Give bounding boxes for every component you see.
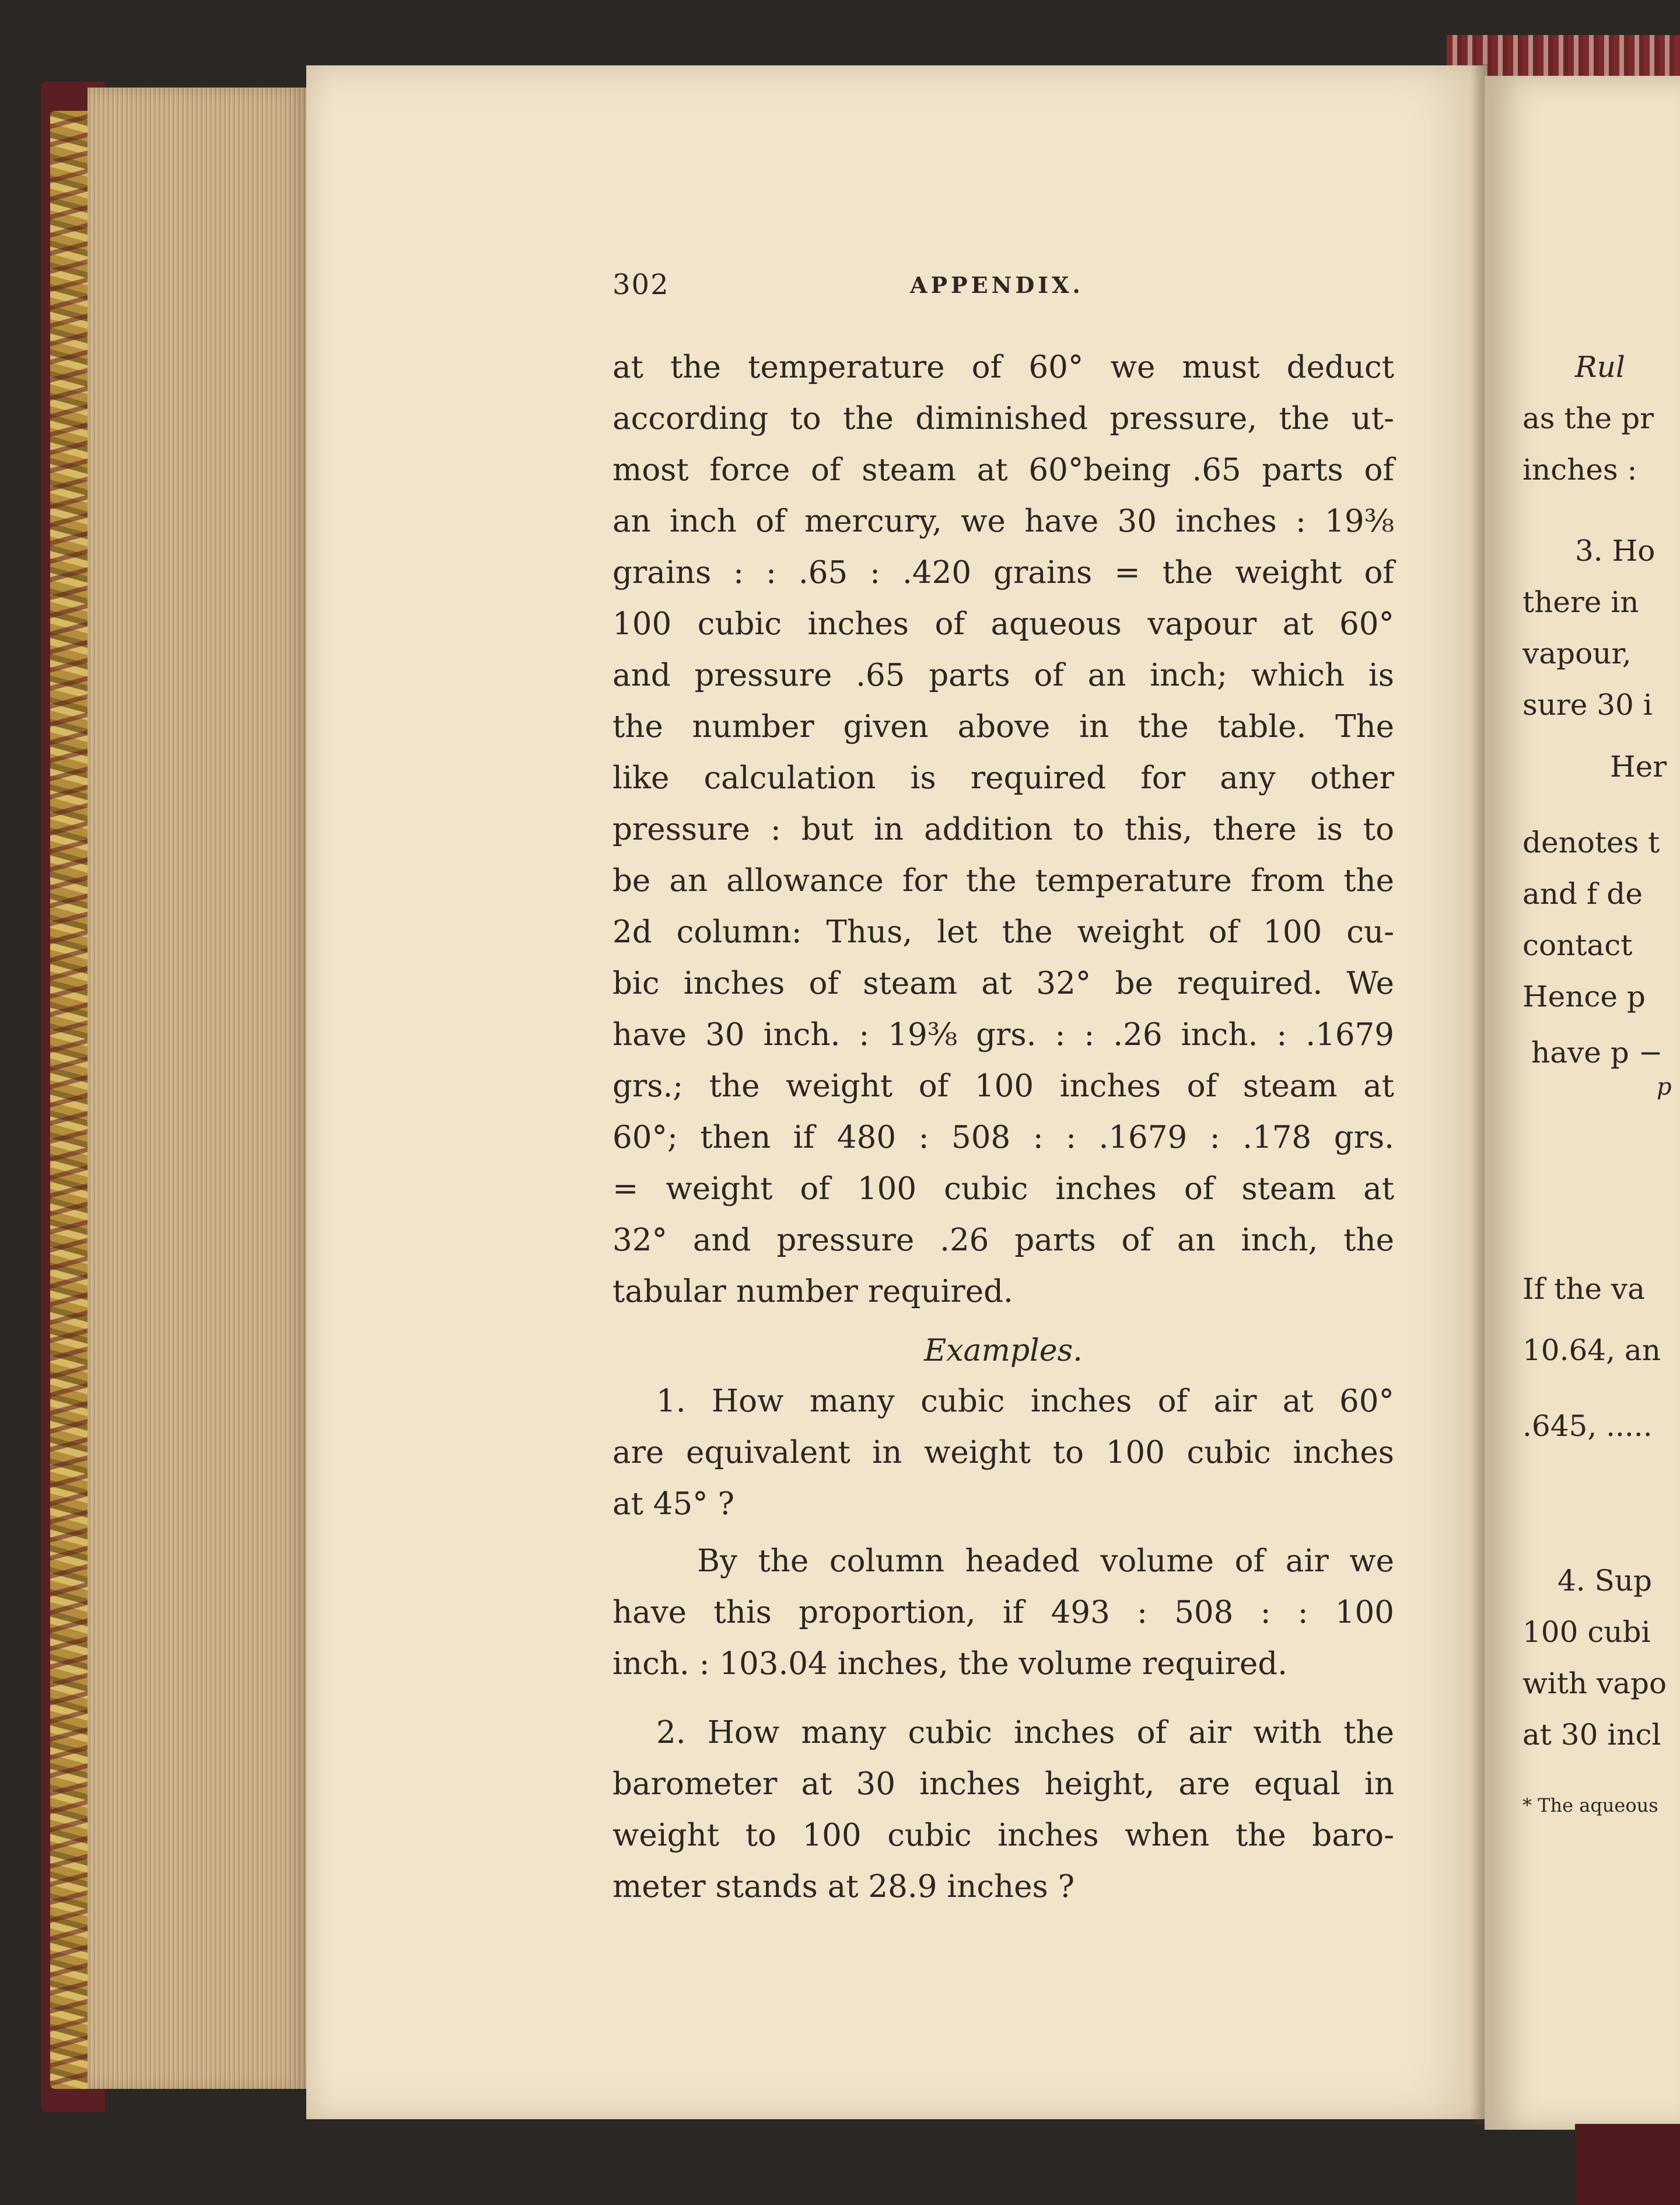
body-line: most force of steam at 60°being .65 parts of: [612, 452, 1394, 488]
body-line: an inch of mercury, we have 30 inches : 19⅜: [612, 504, 1394, 539]
example-line: 1. How many cubic inches of air at 60°: [656, 1383, 1394, 1419]
right-fragment: have p −: [1531, 1036, 1663, 1070]
right-fragment: p: [1657, 1074, 1672, 1100]
answer-line: have this proportion, if 493 : 508 : : 100: [612, 1595, 1394, 1630]
answer-line: By the column headed volume of air we: [697, 1543, 1394, 1579]
body-line: pressure : but in addition to this, there is to: [612, 812, 1394, 847]
page-number: 302: [612, 268, 670, 301]
right-fragment: sure 30 i: [1522, 688, 1653, 722]
right-fragment: 100 cubi: [1522, 1615, 1651, 1649]
right-fragment: as the pr: [1522, 401, 1654, 435]
right-fragment: If the va: [1522, 1272, 1645, 1306]
example-line: weight to 100 cubic inches when the baro-: [612, 1818, 1394, 1853]
right-fragment: .645, .....: [1522, 1409, 1653, 1443]
right-fragment: 4. Sup: [1558, 1564, 1653, 1598]
body-line: grs.; the weight of 100 inches of steam at: [612, 1068, 1394, 1104]
body-line: = weight of 100 cubic inches of steam at: [612, 1171, 1394, 1207]
right-fragment: Rul: [1575, 350, 1625, 384]
right-fragment: Her: [1610, 750, 1667, 784]
example-line: barometer at 30 inches height, are equal in: [612, 1766, 1394, 1802]
right-fragment: vapour,: [1522, 637, 1632, 670]
right-fragment: denotes t: [1522, 826, 1660, 859]
example-line: are equivalent in weight to 100 cubic inches: [612, 1435, 1394, 1470]
body-line: and pressure .65 parts of an inch; which is: [612, 658, 1394, 693]
example-line: 2. How many cubic inches of air with the: [656, 1715, 1394, 1750]
body-line: grains : : .65 : .420 grains = the weight of: [612, 555, 1394, 590]
right-page: [1485, 76, 1680, 2130]
running-head-title: APPENDIX.: [910, 272, 1084, 298]
body-line: have 30 inch. : 19⅜ grs. : : .26 inch. : .1679: [612, 1017, 1394, 1053]
answer-line: inch. : 103.04 inches, the volume required.: [612, 1646, 1287, 1682]
body-line: 2d column: Thus, let the weight of 100 cu-: [612, 914, 1394, 950]
body-line: tabular number required.: [612, 1274, 1013, 1309]
right-fragment: 10.64, an: [1522, 1333, 1661, 1367]
body-line: 60°; then if 480 : 508 : : .1679 : .178 grs.: [612, 1120, 1394, 1155]
right-fragment: Hence p: [1522, 980, 1646, 1014]
body-line: 32° and pressure .26 parts of an inch, the: [612, 1222, 1394, 1258]
body-line: at the temperature of 60° we must deduct: [612, 350, 1394, 385]
right-footnote: * The aqueous: [1522, 1794, 1658, 1816]
right-fragment: there in: [1522, 585, 1639, 619]
example-line: at 45° ?: [612, 1486, 734, 1522]
body-line: bic inches of steam at 32° be required. We: [612, 966, 1394, 1001]
right-fragment: contact: [1522, 928, 1633, 962]
right-fragment: and f de: [1522, 877, 1643, 911]
body-line: be an allowance for the temperature from the: [612, 863, 1394, 899]
cover-edge-bottom: [1575, 2124, 1680, 2205]
right-fragment: inches :: [1522, 453, 1637, 487]
examples-heading: Examples.: [924, 1333, 1083, 1368]
body-line: 100 cubic inches of aqueous vapour at 60°: [612, 606, 1394, 642]
right-fragment: at 30 incl: [1522, 1718, 1661, 1752]
body-line: according to the diminished pressure, the ut-: [612, 401, 1394, 436]
running-head: [612, 268, 1435, 315]
page-edges: [88, 88, 309, 2089]
example-line: meter stands at 28.9 inches ?: [612, 1869, 1074, 1905]
right-fragment: 3. Ho: [1575, 534, 1656, 568]
body-line: the number given above in the table. The: [612, 709, 1394, 745]
right-fragment: with vapo: [1522, 1666, 1667, 1700]
body-line: like calculation is required for any other: [612, 760, 1394, 796]
